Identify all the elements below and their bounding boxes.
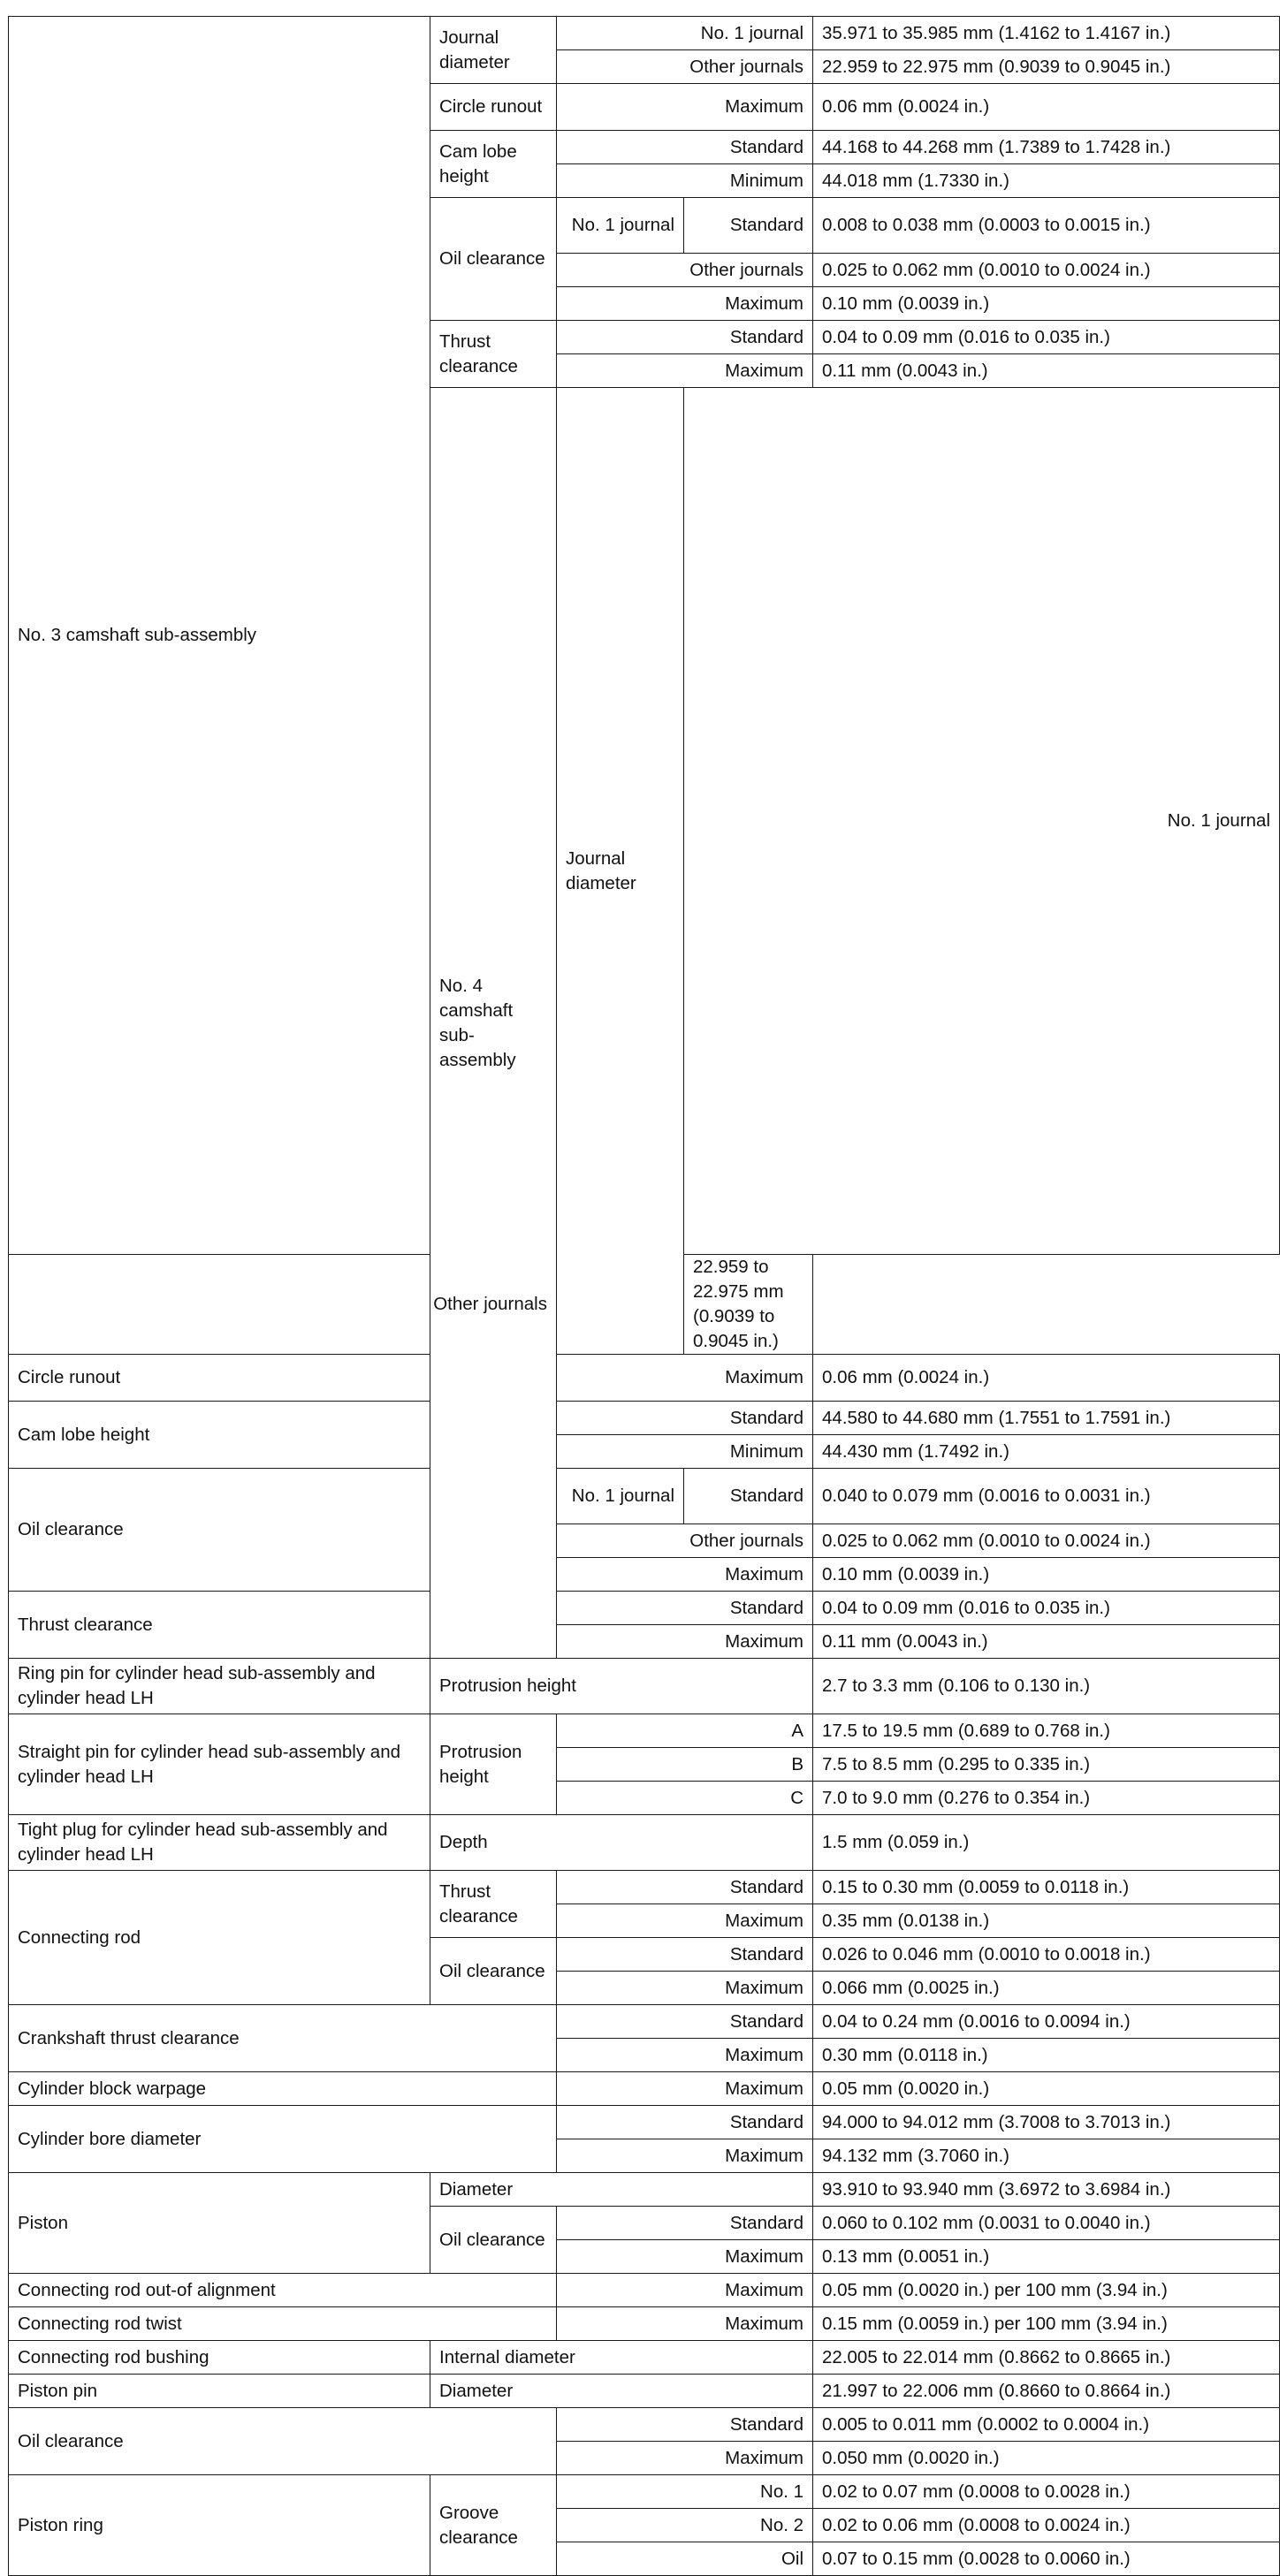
value-cell: 0.10 mm (0.0039 in.) — [813, 1558, 1280, 1592]
spec-cell: Diameter — [430, 2375, 813, 2408]
value-cell: 35.971 to 35.985 mm (1.4162 to 1.4167 in.) — [813, 17, 1280, 50]
value-cell: 44.018 mm (1.7330 in.) — [813, 164, 1280, 198]
table-row — [9, 1659, 1280, 1714]
value-cell: 94.000 to 94.012 mm (3.7008 to 3.7013 in.) — [813, 2106, 1280, 2139]
condition-cell: Maximum — [557, 2274, 813, 2307]
value-cell: 17.5 to 19.5 mm (0.689 to 0.768 in.) — [813, 1714, 1280, 1748]
spec-cell: Protrusion height — [430, 1714, 557, 1815]
value-cell: 2.7 to 3.3 mm (0.106 to 0.130 in.) — [813, 1659, 1280, 1714]
value-cell: 0.07 to 0.15 mm (0.0028 to 0.0060 in.) — [813, 2542, 1280, 2576]
value-cell: 0.13 mm (0.0051 in.) — [813, 2240, 1280, 2274]
condition-cell: Standard — [684, 198, 813, 254]
spec-cell: Depth — [430, 1815, 813, 1871]
condition-cell: Standard — [557, 321, 813, 354]
condition-cell: Maximum — [557, 84, 813, 131]
condition-cell: No. 1 journal — [557, 198, 684, 254]
value-cell: 0.15 mm (0.0059 in.) per 100 mm (3.94 in.) — [813, 2307, 1280, 2341]
table-row — [9, 1355, 1280, 1402]
condition-cell: Standard — [557, 2005, 813, 2039]
spec-cell: Oil clearance — [9, 1469, 430, 1592]
spec-cell: Thrust clearance — [430, 321, 557, 388]
spec-cell: Cam lobe height — [430, 131, 557, 198]
condition-cell: Maximum — [557, 354, 813, 388]
value-cell: 0.066 mm (0.0025 in.) — [813, 1972, 1280, 2005]
value-cell: 0.026 to 0.046 mm (0.0010 to 0.0018 in.) — [813, 1938, 1280, 1972]
item-cell: Connecting rod — [9, 1871, 430, 2005]
value-cell: 0.050 mm (0.0020 in.) — [813, 2442, 1280, 2475]
table-row — [9, 1714, 1280, 1748]
condition-cell: No. 1 — [557, 2475, 813, 2509]
value-cell: 7.0 to 9.0 mm (0.276 to 0.354 in.) — [813, 1782, 1280, 1815]
spec-cell: Groove clearance — [430, 2475, 557, 2576]
value-cell: 0.02 to 0.06 mm (0.0008 to 0.0024 in.) — [813, 2509, 1280, 2542]
condition-cell: Standard — [557, 2207, 813, 2240]
table-row — [9, 2475, 1280, 2509]
item-cell: Connecting rod twist — [9, 2307, 557, 2341]
condition-cell: C — [557, 1782, 813, 1815]
condition-cell: Minimum — [557, 1435, 813, 1469]
value-cell: 0.04 to 0.09 mm (0.016 to 0.035 in.) — [813, 1592, 1280, 1625]
condition-cell: Standard — [557, 1938, 813, 1972]
spec-cell: Diameter — [430, 2173, 813, 2207]
condition-cell: Maximum — [557, 287, 813, 321]
table-row — [9, 2375, 1280, 2408]
item-cell: No. 4 camshaft sub-assembly — [430, 388, 557, 1659]
condition-cell: Maximum — [557, 2442, 813, 2475]
condition-cell: Maximum — [557, 2039, 813, 2072]
table-row — [9, 2341, 1280, 2375]
item-cell: Piston ring — [9, 2475, 430, 2576]
value-cell: 44.430 mm (1.7492 in.) — [813, 1435, 1280, 1469]
condition-cell: Maximum — [557, 1355, 813, 1402]
table-row — [9, 2005, 1280, 2039]
table-row — [9, 1592, 1280, 1625]
spec-cell: Circle runout — [9, 1355, 430, 1402]
value-cell: 0.04 to 0.09 mm (0.016 to 0.035 in.) — [813, 321, 1280, 354]
table-row — [9, 1871, 1280, 1904]
value-cell: 93.910 to 93.940 mm (3.6972 to 3.6984 in.) — [813, 2173, 1280, 2207]
value-cell: 22.005 to 22.014 mm (0.8662 to 0.8665 in.) — [813, 2341, 1280, 2375]
condition-cell: Maximum — [557, 2240, 813, 2274]
condition-cell: Maximum — [557, 1904, 813, 1938]
condition-cell: Minimum — [557, 164, 813, 198]
value-cell: 0.04 to 0.24 mm (0.0016 to 0.0094 in.) — [813, 2005, 1280, 2039]
spec-cell: Protrusion height — [430, 1659, 813, 1714]
value-cell: 0.025 to 0.062 mm (0.0010 to 0.0024 in.) — [813, 1524, 1280, 1558]
condition-cell: Maximum — [557, 2307, 813, 2341]
spec-cell: Thrust clearance — [430, 1871, 557, 1938]
item-cell: No. 3 camshaft sub-assembly — [9, 17, 430, 1255]
condition-cell: Standard — [557, 1871, 813, 1904]
value-cell: 0.060 to 0.102 mm (0.0031 to 0.0040 in.) — [813, 2207, 1280, 2240]
condition-cell: Standard — [557, 1402, 813, 1435]
table-row — [9, 2274, 1280, 2307]
item-cell: Connecting rod bushing — [9, 2341, 430, 2375]
condition-cell: Standard — [557, 2408, 813, 2442]
item-cell: Piston — [9, 2173, 430, 2274]
value-cell: 0.11 mm (0.0043 in.) — [813, 1625, 1280, 1659]
value-cell: 0.15 to 0.30 mm (0.0059 to 0.0118 in.) — [813, 1871, 1280, 1904]
spec-cell: Oil clearance — [430, 198, 557, 321]
item-cell: Straight pin for cylinder head sub-assembly and cylinder head LH — [9, 1714, 430, 1815]
item-cell: Cylinder block warpage — [9, 2072, 557, 2106]
value-cell: 0.05 mm (0.0020 in.) — [813, 2072, 1280, 2106]
condition-cell: No. 1 journal — [557, 17, 813, 50]
item-cell: Oil clearance — [9, 2408, 557, 2475]
item-cell: Piston pin — [9, 2375, 430, 2408]
value-cell: 0.06 mm (0.0024 in.) — [813, 84, 1280, 131]
spec-cell: Journal diameter — [430, 17, 557, 84]
spec-cell: Circle runout — [430, 84, 557, 131]
value-cell: 0.11 mm (0.0043 in.) — [813, 354, 1280, 388]
table-row — [9, 17, 1280, 50]
item-cell: Cylinder bore diameter — [9, 2106, 557, 2173]
value-cell: 0.040 to 0.079 mm (0.0016 to 0.0031 in.) — [813, 1469, 1280, 1524]
condition-cell: Other journals — [557, 254, 813, 287]
value-cell: 0.02 to 0.07 mm (0.0008 to 0.0028 in.) — [813, 2475, 1280, 2509]
value-cell: 0.30 mm (0.0118 in.) — [813, 2039, 1280, 2072]
value-cell: 94.132 mm (3.7060 in.) — [813, 2139, 1280, 2173]
condition-cell: Maximum — [557, 2139, 813, 2173]
table-row — [9, 2307, 1280, 2341]
value-cell: 44.580 to 44.680 mm (1.7551 to 1.7591 in.) — [813, 1402, 1280, 1435]
table-row — [9, 1469, 1280, 1524]
condition-cell: Maximum — [557, 1972, 813, 2005]
value-cell: 21.997 to 22.006 mm (0.8660 to 0.8664 in.) — [813, 2375, 1280, 2408]
value-cell: 22.959 to 22.975 mm (0.9039 to 0.9045 in.) — [813, 50, 1280, 84]
specification-table — [8, 16, 1280, 2576]
condition-cell: A — [557, 1714, 813, 1748]
value-cell: 7.5 to 8.5 mm (0.295 to 0.335 in.) — [813, 1748, 1280, 1782]
table-row — [9, 1402, 1280, 1435]
condition-cell: Standard — [684, 1469, 813, 1524]
spec-cell: Cam lobe height — [9, 1402, 430, 1469]
condition-cell: Other journals — [9, 1255, 557, 1355]
condition-cell: Standard — [557, 2106, 813, 2139]
table-row — [9, 1815, 1280, 1871]
spec-cell: Thrust clearance — [9, 1592, 430, 1659]
spec-cell: Journal diameter — [557, 388, 684, 1355]
spec-cell: Internal diameter — [430, 2341, 813, 2375]
value-cell: 0.05 mm (0.0020 in.) per 100 mm (3.94 in.) — [813, 2274, 1280, 2307]
table-row — [9, 2106, 1280, 2139]
condition-cell: Standard — [557, 131, 813, 164]
value-cell: 0.025 to 0.062 mm (0.0010 to 0.0024 in.) — [813, 254, 1280, 287]
value-cell: 0.10 mm (0.0039 in.) — [813, 287, 1280, 321]
value-cell: 0.008 to 0.038 mm (0.0003 to 0.0015 in.) — [813, 198, 1280, 254]
condition-cell: Maximum — [557, 1625, 813, 1659]
item-cell: Ring pin for cylinder head sub-assembly and cylinder head LH — [9, 1659, 430, 1714]
condition-cell: Maximum — [557, 1558, 813, 1592]
condition-cell: No. 1 journal — [684, 388, 1280, 1255]
condition-cell: No. 2 — [557, 2509, 813, 2542]
table-row — [9, 2173, 1280, 2207]
value-cell: 1.5 mm (0.059 in.) — [813, 1815, 1280, 1871]
condition-cell: Maximum — [557, 2072, 813, 2106]
value-cell: 0.06 mm (0.0024 in.) — [813, 1355, 1280, 1402]
item-cell: Crankshaft thrust clearance — [9, 2005, 557, 2072]
spec-cell: Oil clearance — [430, 2207, 557, 2274]
condition-cell: Oil — [557, 2542, 813, 2576]
condition-cell: Standard — [557, 1592, 813, 1625]
item-cell: Tight plug for cylinder head sub-assembly and cylinder head LH — [9, 1815, 430, 1871]
condition-cell: B — [557, 1748, 813, 1782]
value-cell: 0.35 mm (0.0138 in.) — [813, 1904, 1280, 1938]
condition-cell: No. 1 journal — [557, 1469, 684, 1524]
item-cell: Connecting rod out-of alignment — [9, 2274, 557, 2307]
table-row — [9, 2408, 1280, 2442]
condition-cell: Other journals — [557, 1524, 813, 1558]
spec-cell: Oil clearance — [430, 1938, 557, 2005]
value-cell: 0.005 to 0.011 mm (0.0002 to 0.0004 in.) — [813, 2408, 1280, 2442]
table-row — [9, 2072, 1280, 2106]
value-cell: 44.168 to 44.268 mm (1.7389 to 1.7428 in.) — [813, 131, 1280, 164]
value-cell: 22.959 to 22.975 mm (0.9039 to 0.9045 in.) — [684, 1255, 813, 1355]
condition-cell: Other journals — [557, 50, 813, 84]
